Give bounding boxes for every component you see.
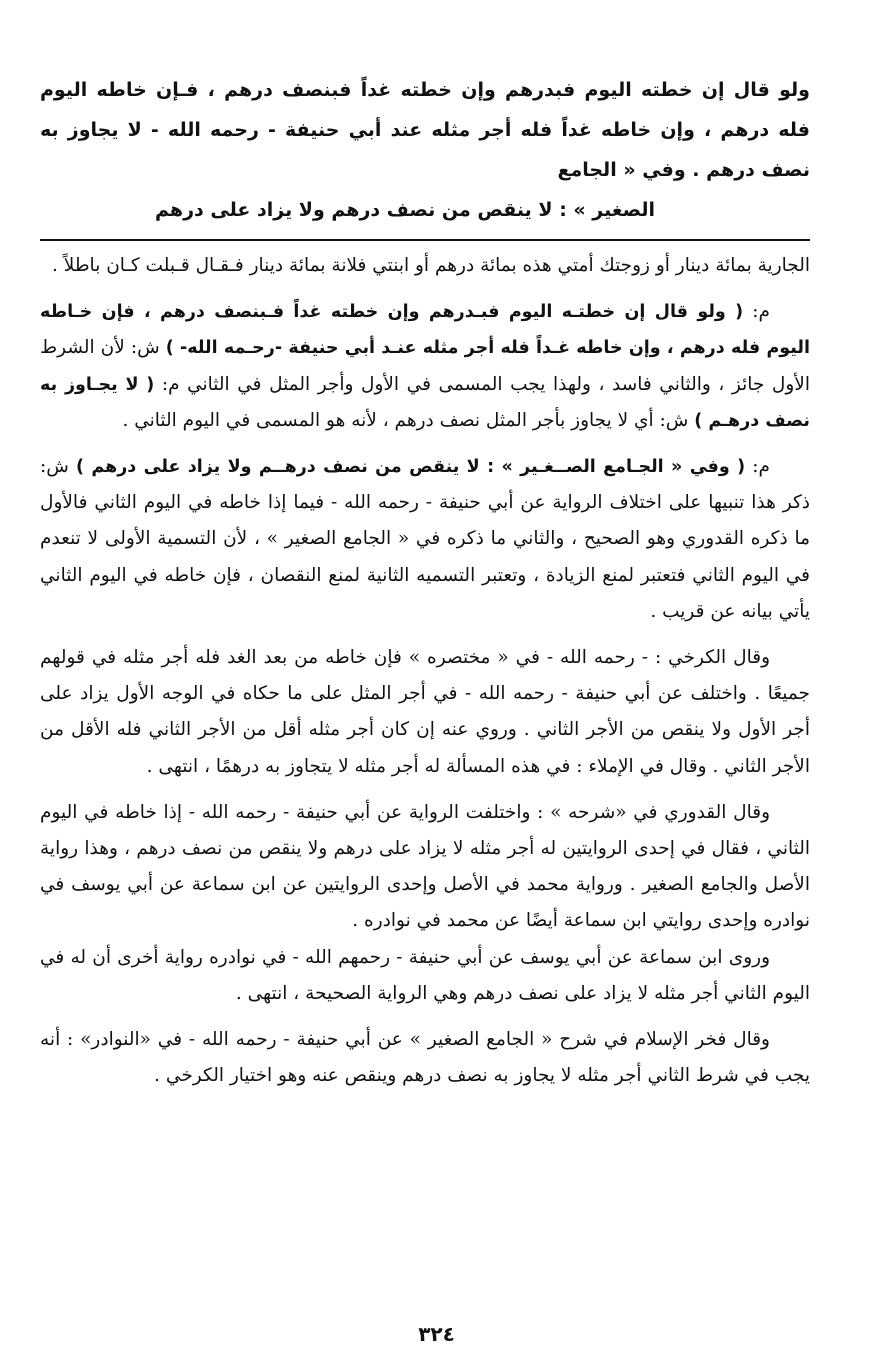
- page-number: ٣٢٤: [418, 1322, 455, 1346]
- paragraph-text: وروى ابن سماعة عن أبي يوسف عن أبي حنيفة - رحمهم الله - في نوادره رواية أخرى أن له في اليوم الثاني أجر مثله لا يزاد على نصف درهم وهي الرواية الصحيحة ، انتهى .: [40, 946, 810, 1004]
- matn-marker: م:: [154, 373, 180, 395]
- commentary-block: [40, 248, 810, 1094]
- paragraph-text: الجارية بمائة دينار أو زوجتك أمتي هذه بمائة درهم أو ابنتي فلانة بمائة دينار فـقـال قـبلت كـان باطلاً .: [52, 255, 810, 276]
- commentary-paragraph-5: [40, 795, 810, 940]
- commentary-paragraph-7: [40, 1022, 810, 1094]
- footnote-separator-line: [40, 239, 810, 241]
- commentary-paragraph-2: [40, 294, 810, 439]
- paragraph-text: وقال فخر الإسلام في شرح « الجامع الصغير » عن أبي حنيفة - رحمه الله - في «النوادر» : أنه يجب في شرط الثاني أجر مثله لا يجاوز به نصف درهم وينقص عنه وهو اختيار الكرخي .: [40, 1029, 810, 1087]
- matn-marker: م:: [743, 301, 770, 323]
- commentary-paragraph-1: [40, 248, 810, 284]
- quoted-matn: ( وفي « الجـامع الصــغـير » : لا ينقص من نصف درهــم ولا يزاد على درهم ): [75, 457, 746, 478]
- main-text-line-1: ولو قال إن خطته اليوم فبدرهم وإن خطته غداً فبنصف درهم ، فـإن خاطه اليوم فله درهم ، وإن: [40, 79, 810, 141]
- main-text-line-3: الصغير » : لا ينقص من نصف درهم ولا يزاد على درهم: [155, 199, 655, 221]
- quoted-matn: ( لا يجـاوز به نصف درهـم ): [40, 374, 810, 431]
- paragraph-text: وقال القدوري في «شرحه » : واختلفت الرواية عن أبي حنيفة - رحمه الله - إذا خاطه في اليوم الثاني ، فقال في إحدى الروايتين له أجر مثله لا يزاد على درهم ولا ينقص من نصف درهم ، وهذا رواية الأصل والجامع الصغير . ورواية محمد في الأصل وإحدى الروايتين عن ابن سماعة عن أبي يوسف في نوادره وإحدى روايتي ابن سماعة أيضًا عن محمد في نوادره .: [40, 801, 810, 932]
- main-text-block: [40, 70, 810, 230]
- paragraph-text: ش: أي لا يجاوز بأجر المثل نصف درهم ، لأنه هو المسمى في اليوم الثاني .: [122, 409, 695, 431]
- commentary-paragraph-4: [40, 640, 810, 785]
- main-text-line-2: خاطه غداً فله أجر مثله عند أبي حنيفة - رحمه الله - لا يجاوز به نصف درهم . وفي « الجامع: [40, 119, 810, 181]
- paragraph-text: ش: لأن الشرط الأول جائز ، والثاني فاسد ، ولهذا يجب المسمى في الأول وأجر المثل في الثاني: [40, 337, 810, 395]
- matn-marker: م:: [745, 456, 770, 478]
- paragraph-text: وقال الكرخي : - رحمه الله - في « مختصره » فإن خاطه من بعد الغد فله أجر مثله في قولهم جميعًا . واختلف عن أبي حنيفة - رحمه الله - في أجر المثل على ما حكاه في الوجه الأول يزاد على أجر الأول ولا ينقص من الأجر الثاني . وروي عنه إن كان أجر مثله أقل من الأجر الثاني فله الأقل من الأجر الثاني . وقال في الإملاء : في هذه المسألة له أجر مثله لا يتجاوز به درهمًا ، انتهى .: [40, 647, 810, 777]
- quoted-matn: ( ولو قال إن خطتـه اليوم فبـدرهم وإن خطته غداً فـبنصف درهم ، فإن خـاطه اليوم فله درهم ، وإن خاطه غـداً فله أجر مثله عنـد أبي حنيفة -رحـمه الله- ): [40, 302, 810, 359]
- commentary-paragraph-3: [40, 449, 810, 630]
- commentary-paragraph-6: [40, 940, 810, 1012]
- paragraph-text: ش: ذكر هذا تنبيها على اختلاف الرواية عن أبي حنيفة - رحمه الله - فيما إذا خاطه في اليوم الثاني فالأول ما ذكره القدوري وهو الصحيح ، والثاني ما ذكره في « الجامع الصغير » ، لأن التسمية الأولى لا تنعدم في اليوم الثاني فتعتبر لمنع الزيادة ، وتعتبر التسميه الثانية لمنع النقصان ، فإن خاطه في اليوم الثاني يأتي بيانه عن قريب .: [40, 456, 810, 622]
